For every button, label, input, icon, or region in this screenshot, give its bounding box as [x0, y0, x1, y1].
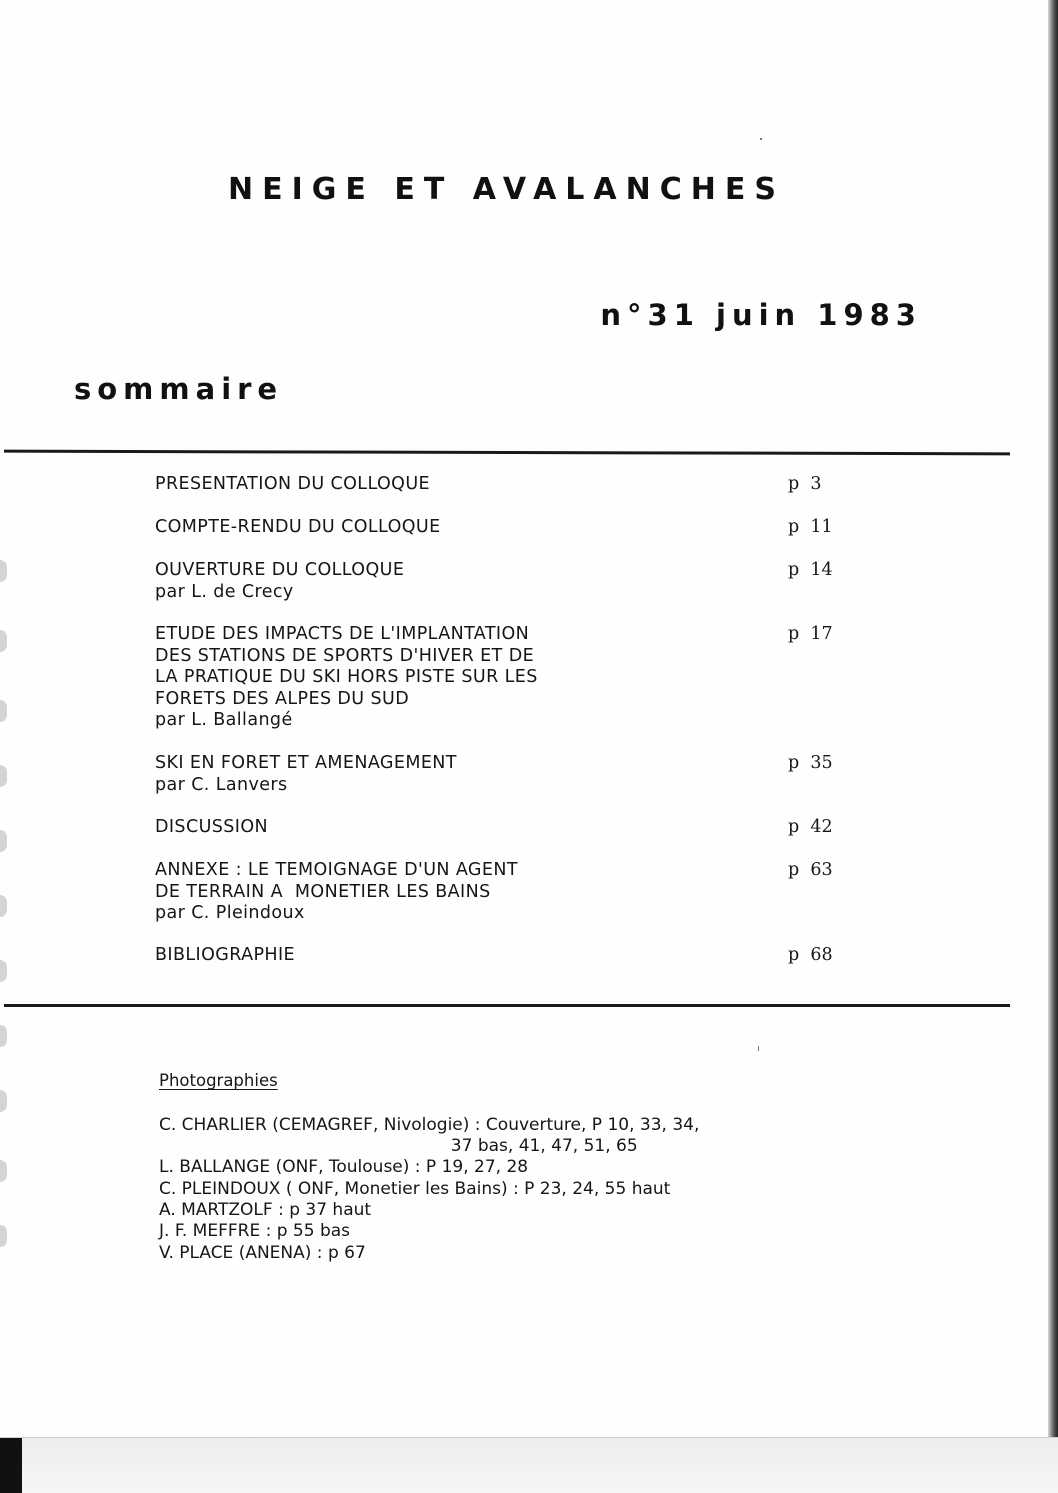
toc-entry-title: FORETS DES ALPES DU SUD: [155, 688, 410, 709]
binding-hole: [0, 630, 7, 652]
toc-entry-author: par L. Ballangé: [155, 710, 293, 730]
photographies-heading: Photographies: [159, 1071, 278, 1090]
toc-entry[interactable]: [155, 817, 855, 839]
toc-entry-title: DES STATIONS DE SPORTS D'HIVER ET DE: [155, 645, 535, 666]
binding-hole: [0, 895, 7, 917]
photo-credit: J. F. MEFFRE : p 55 bas: [159, 1221, 351, 1241]
binding-hole: [0, 1090, 7, 1112]
divider-bottom: [4, 1004, 1010, 1007]
toc-entry-title: SKI EN FORET ET AMENAGEMENT: [155, 753, 457, 773]
binding-holes: [0, 560, 10, 1260]
toc-entry-author: par L. de Crecy: [155, 581, 294, 602]
binding-hole: [0, 960, 7, 982]
binding-hole: [0, 830, 7, 852]
toc-entry[interactable]: [155, 560, 855, 603]
photo-credit: 37 bas, 41, 47, 51, 65: [159, 1136, 638, 1156]
binding-hole: [0, 1225, 7, 1247]
toc-entry-page: p 63: [788, 860, 833, 880]
scan-edge-right: [1048, 0, 1058, 1493]
toc-entry-title: COMPTE-RENDU DU COLLOQUE: [155, 517, 441, 537]
toc-entry-author: par C. Pleindoux: [155, 903, 305, 923]
toc-entry-title: BIBLIOGRAPHIE: [155, 945, 295, 965]
binding-hole: [0, 700, 7, 722]
divider-top: [4, 450, 1010, 456]
photo-credit: C. CHARLIER (CEMAGREF, Nivologie) : Couverture, P 10, 33, 34,: [159, 1115, 700, 1135]
toc-entry[interactable]: [155, 753, 855, 796]
photo-credit: C. PLEINDOUX ( ONF, Monetier les Bains) : P 23, 24, 55 haut: [159, 1179, 671, 1199]
binding-hole: [0, 560, 7, 582]
toc-entry-title: ETUDE DES IMPACTS DE L'IMPLANTATION: [155, 624, 530, 644]
toc-entry-title: DE TERRAIN A MONETIER LES BAINS: [155, 881, 491, 902]
toc-entry-title: LA PRATIQUE DU SKI HORS PISTE SUR LES: [155, 667, 538, 687]
photo-credit: V. PLACE (ANENA) : p 67: [159, 1243, 366, 1263]
toc-entry[interactable]: [155, 945, 855, 967]
toc-entry-page: p 17: [788, 624, 833, 644]
toc-entry[interactable]: [155, 474, 855, 496]
binding-hole: [0, 1160, 7, 1182]
toc-entry[interactable]: [155, 624, 855, 732]
sommaire-heading: sommaire: [74, 372, 284, 406]
toc-entry-page: p 14: [788, 560, 833, 580]
photo-credit: A. MARTZOLF : p 37 haut: [159, 1200, 372, 1220]
toc-entry-page: p 68: [788, 945, 833, 965]
toc-entry-title: ANNEXE : LE TEMOIGNAGE D'UN AGENT: [155, 860, 518, 880]
scan-speck: [760, 138, 762, 140]
toc-entry[interactable]: [155, 517, 855, 539]
issue-label: n°31 juin 1983: [600, 298, 922, 332]
toc-entry-page: p 3: [788, 474, 822, 494]
toc-entry-page: p 42: [788, 817, 833, 837]
toc-entry-title: OUVERTURE DU COLLOQUE: [155, 560, 405, 580]
toc-entry-page: p 11: [788, 517, 833, 537]
toc-entry[interactable]: [155, 860, 855, 925]
scan-corner-shadow: [0, 1438, 22, 1493]
binding-hole: [0, 1025, 7, 1047]
toc-entry-author: par C. Lanvers: [155, 774, 288, 795]
binding-hole: [0, 765, 7, 787]
photo-credit: L. BALLANGE (ONF, Toulouse) : P 19, 27, 28: [159, 1157, 529, 1177]
scan-edge-bottom: [0, 1437, 1058, 1493]
toc-entry-title: PRESENTATION DU COLLOQUE: [155, 474, 430, 494]
toc-entry-page: p 35: [788, 753, 833, 773]
toc-entry-title: DISCUSSION: [155, 817, 269, 837]
journal-title: NEIGE ET AVALANCHES: [228, 172, 785, 207]
scan-speck: [758, 1046, 759, 1051]
